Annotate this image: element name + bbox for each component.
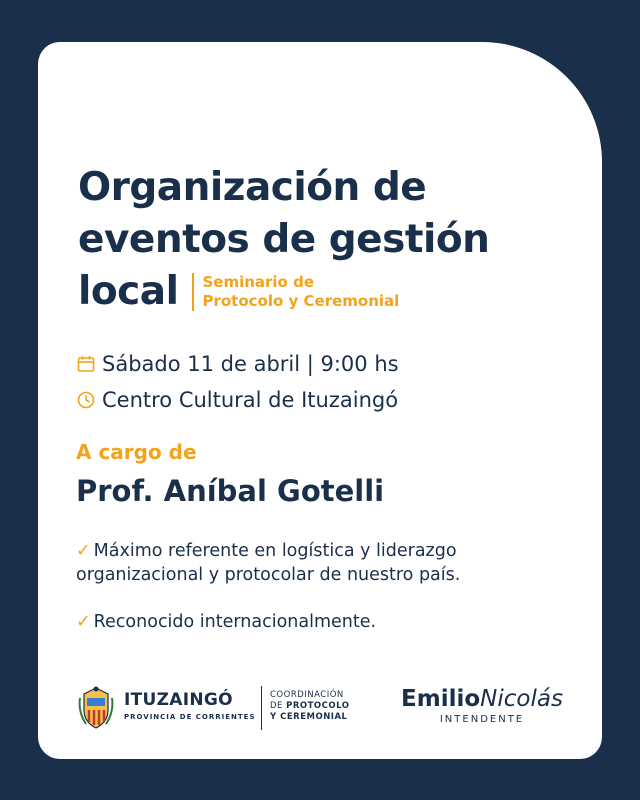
speaker-name: Prof. Aníbal Gotelli xyxy=(76,474,385,508)
bullet-item xyxy=(76,539,556,587)
bullet-text: Reconocido internacionalmente. xyxy=(93,612,377,632)
title-line-3-row xyxy=(78,266,598,318)
shield-icon xyxy=(76,684,116,732)
mayor-name xyxy=(388,686,576,712)
clock-icon xyxy=(76,390,96,410)
check-icon: ✓ xyxy=(76,541,91,561)
title-line-3: local xyxy=(78,269,179,314)
municipality-name: ITUZAINGÓ xyxy=(124,690,233,710)
subtitle-line-2: Protocolo y Ceremonial xyxy=(202,292,400,310)
coordination-line-2 xyxy=(270,701,349,712)
coordination-logo xyxy=(270,690,349,723)
title-line-2: eventos de gestión xyxy=(78,217,490,262)
subtitle-line-1: Seminario de xyxy=(202,273,314,291)
event-place-row xyxy=(76,388,398,412)
mayor-last-name: Nicolás xyxy=(480,686,563,712)
municipality-province: PROVINCIA DE CORRIENTES xyxy=(124,713,256,721)
coordination-bold: PROTOCOLO xyxy=(286,701,350,711)
coordination-prefix: DE xyxy=(270,701,287,711)
seminar-subtitle xyxy=(192,273,399,311)
mayor-logo xyxy=(388,686,576,725)
footer-logos xyxy=(76,682,576,734)
municipality-logo-text xyxy=(124,690,256,721)
event-place: Centro Cultural de Ituzaingó xyxy=(102,388,399,412)
bullet-text: Máximo referente en logística y liderazgo organizacional y protocolar de nuestro país. xyxy=(76,541,461,585)
coordination-line-3: Y CEREMONIAL xyxy=(270,712,348,722)
speaker-label: A cargo de xyxy=(76,440,197,464)
calendar-icon xyxy=(76,354,96,374)
event-title xyxy=(78,162,598,318)
bullet-item xyxy=(76,610,556,634)
event-date: Sábado 11 de abril | 9:00 hs xyxy=(102,352,399,376)
mayor-role: INTENDENTE xyxy=(439,714,525,725)
flyer-card xyxy=(38,42,602,759)
footer-divider xyxy=(261,686,262,730)
title-line-1: Organización de xyxy=(78,165,427,210)
mayor-first-name: Emilio xyxy=(401,686,481,712)
check-icon: ✓ xyxy=(76,612,91,632)
coordination-line-1: COORDINACIÓN xyxy=(270,690,344,700)
event-date-row xyxy=(76,352,399,376)
